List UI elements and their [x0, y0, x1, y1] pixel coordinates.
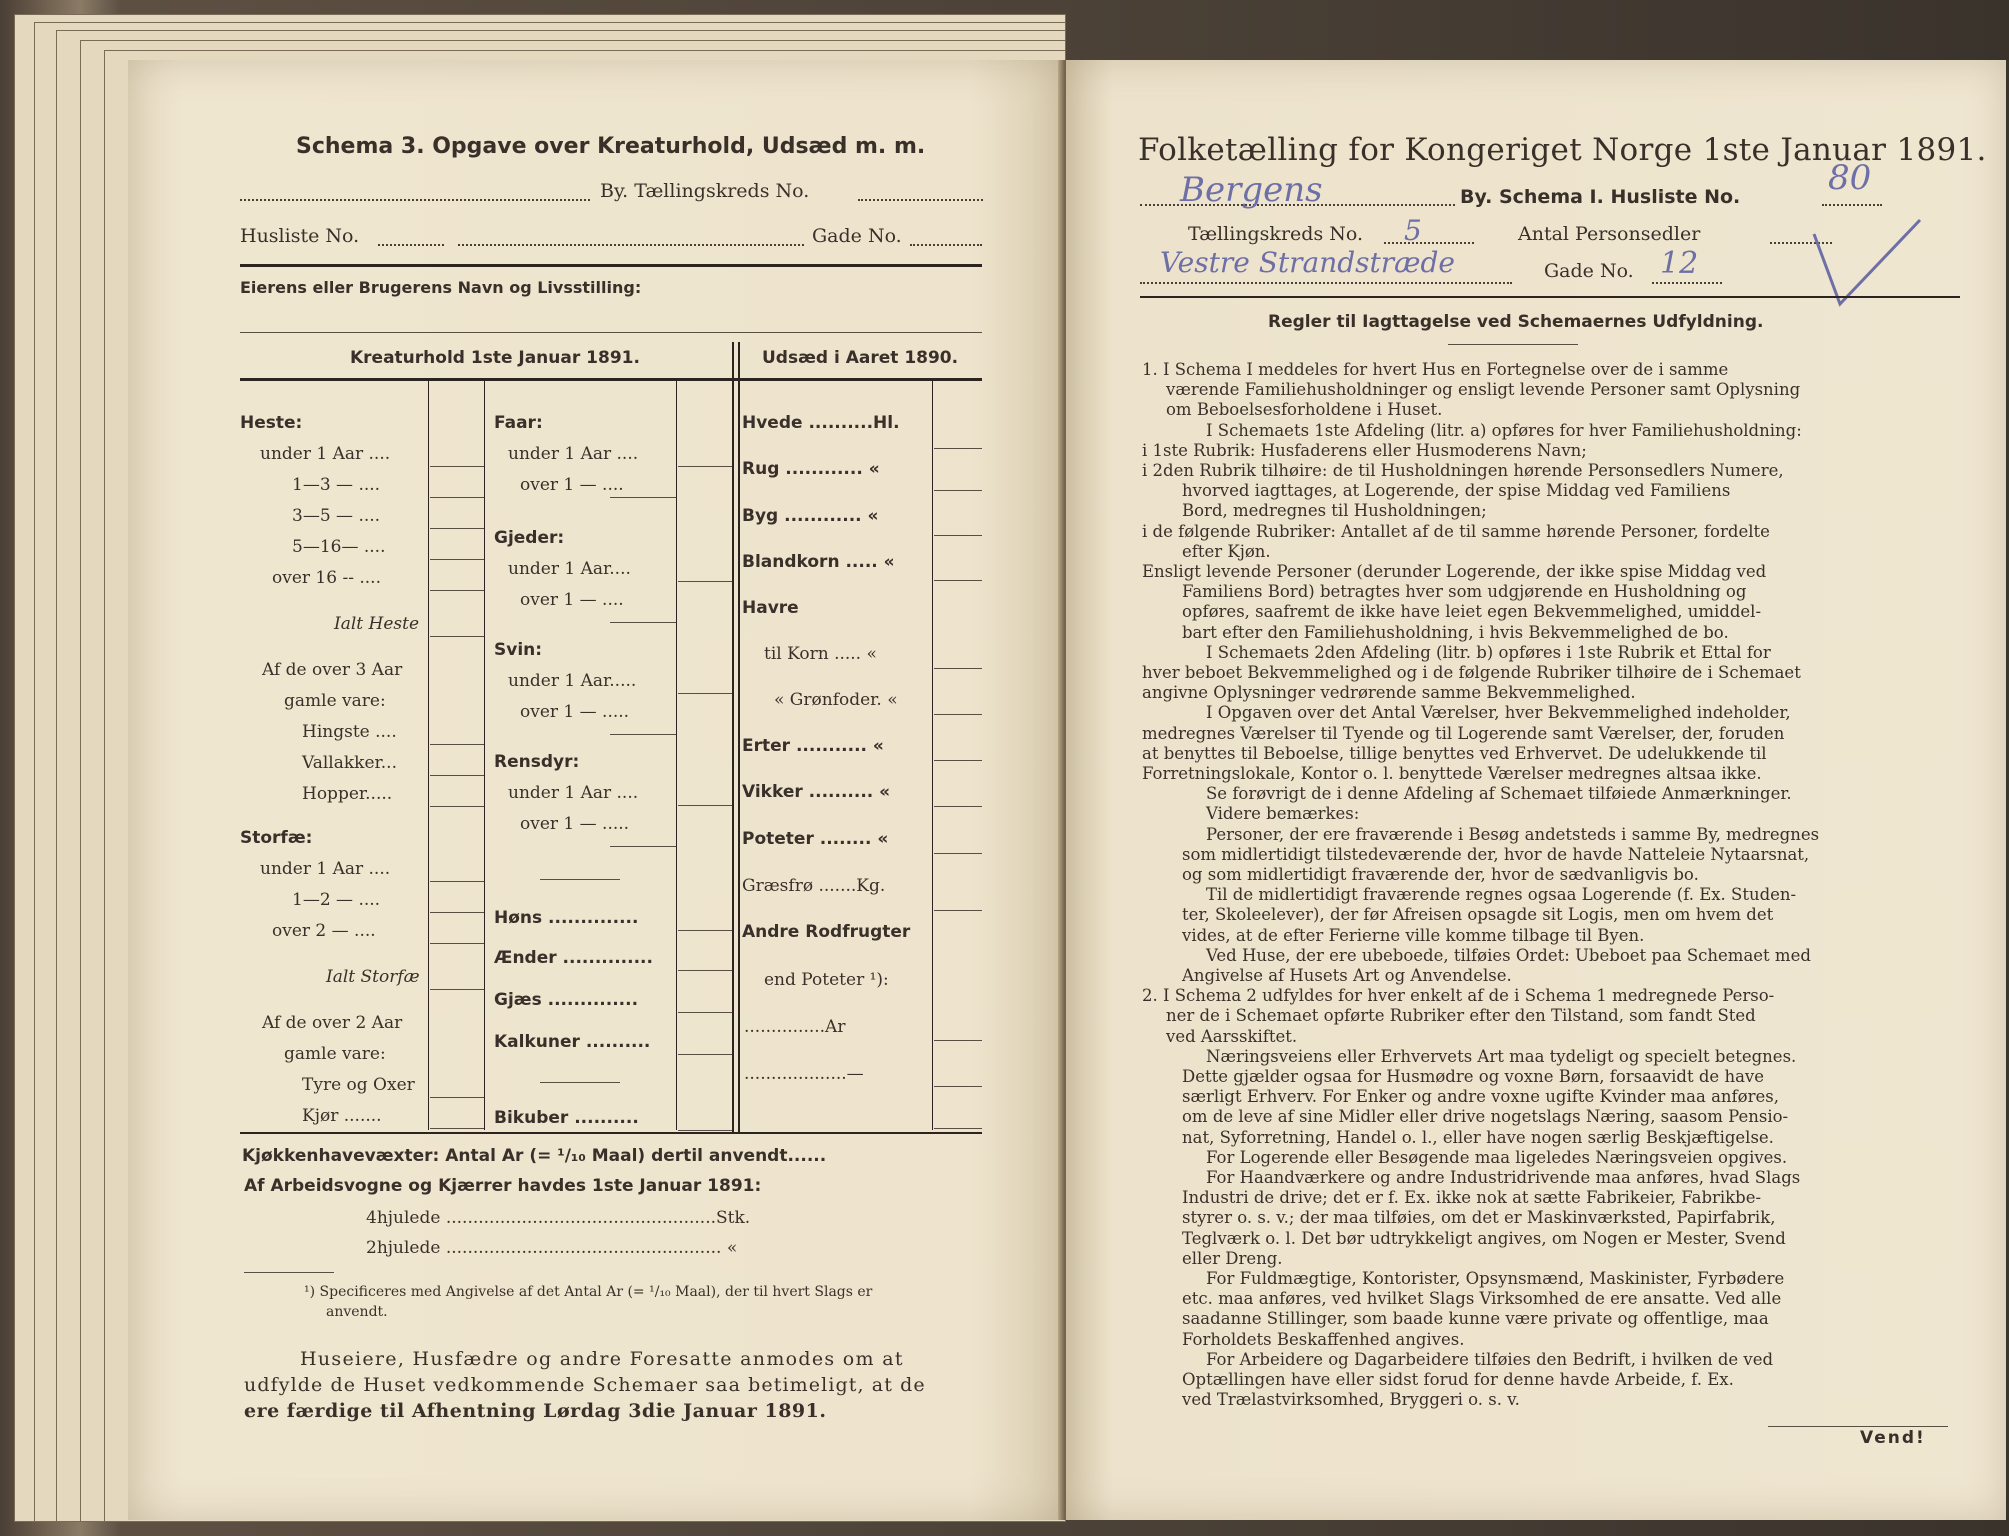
rules-line: Til de midlertidigt fraværende regnes ogsaa Logerende (f. Ex. Studen- [1206, 885, 1797, 905]
left-by-line: By. Tællingskreds No. [600, 180, 810, 202]
rules-line: For Logerende eller Besøgende maa ligeledes Næringsveien opgives. [1206, 1147, 1788, 1167]
answer-line [934, 490, 982, 491]
rules-line: Forretningslokale, Kontor o. l. benyttede Værelser medregnes altsaa ikke. [1142, 764, 1762, 783]
gade-label: Gade No. [1544, 260, 1634, 282]
row-label: gamle vare: [284, 1044, 386, 1064]
closing-text: udfylde de Huset vedkommende Schemaer saa betimeligt, at de [244, 1374, 926, 1396]
row-label: Tyre og Oxer [302, 1075, 415, 1095]
udsaed-row: Hvede ..........Hl. [742, 413, 900, 433]
row-label: over 1 — .... [520, 590, 624, 610]
answer-line [430, 744, 484, 745]
udsaed-row: Byg ............ « [742, 506, 879, 526]
answer-line [430, 528, 484, 529]
fill-line [240, 199, 590, 201]
row-label: under 1 Aar .... [260, 859, 391, 879]
column-divider [676, 380, 677, 1130]
rules-line: Næringsveiens eller Erhvervets Art maa tydeligt og specielt betegnes. [1206, 1046, 1797, 1066]
rules-line: som midlertidigt tilstedeværende der, hvor de havde Natteleie Nytaarsnat, [1182, 844, 1810, 864]
rules-line: Optællingen have eller sidst forud for denne havde Arbeide, f. Ex. [1182, 1370, 1734, 1389]
rules-line: ter, Skoleelever), der før Afreisen opsagde sit Logis, men om hvem det [1182, 905, 1774, 925]
answer-line [678, 1054, 732, 1055]
row-label: over 1 — ..... [520, 814, 630, 834]
answer-line [934, 448, 982, 449]
rules-line: i 2den Rubrik tilhøire: de til Husholdningen hørende Personsedlers Numere, [1142, 461, 1784, 480]
regler-title: Regler til Iagttagelse ved Schemaernes Udfyldning. [1268, 312, 1764, 332]
rules-line: styrer o. s. v.; der maa tilføies, om det er Maskinværksted, Papirfabrik, [1182, 1208, 1776, 1228]
arbeid-line: Af Arbeidsvogne og Kjærrer havdes 1ste Januar 1891: [244, 1176, 762, 1196]
answer-line [934, 853, 982, 854]
row-label: Bikuber .......... [494, 1108, 639, 1128]
row-label: under 1 Aar .... [508, 783, 639, 803]
fill-line [1140, 282, 1512, 284]
row-label: over 1 — ..... [520, 702, 630, 722]
rules-line: saadanne Stillinger, som baade kunne være private og offentlige, maa [1182, 1309, 1769, 1329]
rules-line: 1. I Schema I meddeles for hvert Hus en Fortegnelse over de i samme [1142, 360, 1729, 379]
answer-line [430, 943, 484, 944]
udsaed-row: ...............Ar [744, 1017, 846, 1037]
rules-line: Ensligt levende Personer (derunder Logerende, der ikke spise Middag ved [1142, 562, 1767, 581]
answer-line [430, 497, 484, 498]
answer-line [430, 806, 484, 807]
fill-line [378, 244, 444, 246]
row-label: Vallakker... [302, 753, 397, 773]
answer-line [430, 775, 484, 776]
fill-line [458, 244, 804, 246]
rules-line: medregnes Værelser til Tyende og til Logerende samt Værelser, der, foruden [1142, 723, 1785, 743]
answer-line [430, 912, 484, 913]
rule [240, 1132, 982, 1134]
right-by-line: By. Schema I. Husliste No. [1460, 186, 1741, 208]
udsaed-row: Græsfrø .......Kg. [742, 876, 886, 896]
rules-line: Personer, der ere fraværende i Besøg andetsteds i samme By, medregnes [1206, 824, 1820, 844]
rules-line: For Arbeidere og Dagarbeidere tilføies den Bedrift, i hvilken de ved [1206, 1349, 1774, 1369]
udsaed-row: Andre Rodfrugter [742, 922, 911, 942]
udsaed-row: « Grønfoder. « [774, 690, 898, 710]
answer-line [934, 580, 982, 581]
answer-line [934, 806, 982, 807]
left-husliste: Husliste No. [240, 225, 360, 247]
row-label: Kalkuner .......... [494, 1032, 651, 1052]
udsaed-row: Havre [742, 598, 799, 618]
answer-line [678, 970, 732, 971]
fill-line [1652, 282, 1722, 284]
udsaed-row: Poteter ........ « [742, 829, 889, 849]
rules-line: ved Trælastvirksomhed, Bryggeri o. s. v. [1182, 1390, 1520, 1410]
answer-line [610, 846, 676, 847]
handwritten-street: Vestre Strandstræde [1160, 246, 1455, 279]
answer-line [430, 1097, 484, 1098]
udsaed-row: Rug ............ « [742, 459, 880, 479]
row-label: Af de over 2 Aar [262, 1013, 403, 1033]
column-divider [732, 342, 734, 1132]
answer-line [430, 989, 484, 990]
rules-line: Forholdets Beskaffenhed angives. [1182, 1329, 1465, 1349]
footnote: ¹) Specificeres med Angivelse af det Antal Ar (= ¹/₁₀ Maal), der til hvert Slags er [304, 1284, 873, 1300]
rules-line: eller Dreng. [1182, 1248, 1283, 1268]
rules-line: nat, Syforretning, Handel o. l., eller have nogen særlig Beskjæftigelse. [1182, 1127, 1774, 1147]
rule [1448, 344, 1578, 345]
divider [540, 879, 620, 880]
answer-line [934, 535, 982, 536]
column-divider [428, 380, 429, 1130]
answer-line [610, 497, 676, 498]
kjokken-line: Kjøkkenhavevæxter: Antal Ar (= ¹/₁₀ Maal) dertil anvendt...... [242, 1146, 827, 1166]
answer-line [678, 581, 732, 582]
rules-line: bart efter den Familiehusholdning, i hvis Bekvemmelighed de bo. [1182, 622, 1729, 642]
left-title: Schema 3. Opgave over Kreaturhold, Udsæd m. m. [296, 134, 926, 159]
fill-line [910, 244, 982, 246]
rules-line: ner de i Schemaet opførte Rubriker efter den Tilstand, som fandt Sted [1166, 1006, 1756, 1026]
rules-line: Dette gjælder ogsaa for Husmødre og voxne Børn, forsaavidt de have [1182, 1067, 1764, 1086]
closing-text: Huseiere, Husfædre og andre Foresatte anmodes om at [300, 1348, 904, 1370]
udsaed-row: Vikker .......... « [742, 782, 891, 802]
antal-label: Antal Personsedler [1518, 223, 1701, 245]
row-label: 1—2 — .... [292, 890, 381, 910]
row-label: Af de over 3 Aar [262, 660, 403, 680]
row-total: Ialt Storfæ [326, 967, 420, 987]
rule [240, 264, 982, 267]
row-label: under 1 Aar .... [260, 444, 391, 464]
answer-line [934, 760, 982, 761]
rules-line: Familiens Bord) betragtes hver som udgjørende en Husholdning og [1182, 582, 1747, 602]
fill-line [858, 199, 983, 201]
answer-line [430, 466, 484, 467]
udsaed-row: ...................— [744, 1064, 864, 1084]
answer-line [934, 1040, 982, 1041]
rules-line: ved Aarsskiftet. [1166, 1026, 1298, 1046]
rules-line: I Schemaets 2den Afdeling (litr. b) opføres i 1ste Rubrik et Ettal for [1206, 642, 1771, 662]
answer-line [430, 636, 484, 637]
fill-line [1822, 204, 1882, 206]
answer-line [934, 1128, 982, 1129]
row-label: over 1 — .... [520, 475, 624, 495]
rules-line: efter Kjøn. [1182, 541, 1271, 561]
rules-line: Teglværk o. l. Det bør udtrykkeligt angives, om Nogen er Mester, Svend [1182, 1228, 1786, 1248]
col2-header: Udsæd i Aaret 1890. [762, 348, 959, 368]
answer-line [678, 693, 732, 694]
rules-line: Industri de drive; det er f. Ex. ikke nok at sætte Fabrikeier, Fabrikbe- [1182, 1188, 1762, 1208]
udsaed-row: end Poteter ¹): [764, 970, 889, 990]
rules-line: Se forøvrigt de i denne Afdeling af Schemaet tilføiede Anmærkninger. [1206, 784, 1792, 804]
divider [540, 1082, 620, 1083]
answer-line [430, 559, 484, 560]
rules-line: at benyttes til Beboelse, tillige benyttes ved Erhvervet. De udelukkende til [1142, 743, 1767, 763]
answer-line [610, 622, 676, 623]
row-label: 3—5 — .... [292, 506, 381, 526]
svin-heading: Svin: [494, 640, 543, 660]
answer-line [934, 910, 982, 911]
faar-heading: Faar: [494, 413, 543, 433]
rules-line: I Schemaets 1ste Afdeling (litr. a) opføres for hver Familiehusholdning: [1206, 420, 1802, 440]
right-title: Folketælling for Kongeriget Norge 1ste Januar 1891. [1138, 132, 1987, 168]
answer-line [934, 668, 982, 669]
closing-text: ere færdige til Afhentning Lørdag 3die Januar 1891. [244, 1400, 827, 1422]
heste-heading: Heste: [240, 413, 303, 433]
rules-line: vides, at de efter Ferierne ville komme tilbage til Byen. [1182, 925, 1645, 945]
rules-line: opføres, saafremt de ikke have leiet egen Bekvemmelighed, umiddel- [1182, 602, 1762, 622]
rules-line: Ved Huse, der ere ubeboede, tilføies Ordet: Ubeboet paa Schemaet med [1206, 945, 1811, 965]
kreds-label: Tællingskreds No. [1188, 223, 1363, 245]
row-label: Hopper..... [302, 784, 393, 804]
rules-line: værende Familiehusholdninger og ensligt levende Personer samt Oplysning [1166, 380, 1801, 400]
rules-line: For Fuldmægtige, Kontorister, Opsynsmænd, Maskinister, Fyrbødere [1206, 1269, 1785, 1288]
column-divider [738, 342, 740, 1132]
rules-line: særligt Erhverv. For Enker og andre voxne ugifte Kvinder maa anføres, [1182, 1087, 1779, 1107]
row-label: over 16 -- .... [272, 568, 381, 588]
answer-line [678, 1130, 732, 1131]
row-label: over 2 — .... [272, 921, 376, 941]
eier-label: Eierens eller Brugerens Navn og Livsstilling: [240, 278, 642, 297]
rules-line: angivne Oplysninger vedrørende samme Bekvemmelighed. [1142, 683, 1636, 703]
row-label: Hingste .... [302, 722, 397, 742]
rule [1768, 1426, 1948, 1427]
row-label: under 1 Aar..... [508, 671, 637, 691]
gjeder-heading: Gjeder: [494, 528, 565, 548]
column-divider [932, 380, 933, 1130]
rules-line: i de følgende Rubriker: Antallet af de til samme hørende Personer, fordelte [1142, 521, 1770, 541]
rules-line: Bord, medregnes til Husholdningen; [1182, 501, 1487, 521]
row-label: 1—3 — .... [292, 475, 381, 495]
udsaed-row: Blandkorn ..... « [742, 552, 895, 572]
rules-line: Angivelse af Husets Art og Anvendelse. [1182, 966, 1512, 985]
footnote: anvendt. [326, 1304, 388, 1320]
rules-line: For Haandværkere og andre Industridrivende maa anføres, hvad Slags [1206, 1168, 1801, 1187]
udsaed-row: til Korn ..... « [764, 644, 877, 664]
answer-line [678, 805, 732, 806]
rule [1140, 296, 1960, 298]
rules-line: Videre bemærkes: [1206, 804, 1360, 824]
handwritten-husliste: 80 [1828, 158, 1872, 198]
rule [240, 332, 982, 333]
hjul2-line: 2hjulede ................................................... « [366, 1238, 738, 1258]
storfae-heading: Storfæ: [240, 828, 313, 848]
udsaed-row: Erter ........... « [742, 736, 884, 756]
handwritten-city: Bergens [1180, 170, 1323, 210]
row-label: Kjør ....... [302, 1106, 382, 1126]
answer-line [430, 881, 484, 882]
handwritten-gade: 12 [1660, 246, 1699, 281]
answer-line [934, 714, 982, 715]
rules-line: hver beboet Bekvemmelighed og i de følgende Rubriker tilhøire de i Schemaet [1142, 663, 1801, 682]
rensdyr-heading: Rensdyr: [494, 752, 580, 772]
rules-line: om de leve af sine Midler eller drive nogetslags Næring, saasom Pensio- [1182, 1107, 1789, 1127]
rules-line: etc. maa anføres, ved hvilket Slags Virksomhed de ere ansatte. Ved alle [1182, 1289, 1782, 1309]
hjul4-line: 4hjulede ..................................................Stk. [366, 1208, 751, 1228]
row-label: under 1 Aar .... [508, 444, 639, 464]
row-label: Ænder .............. [494, 948, 653, 968]
answer-line [678, 930, 732, 931]
row-label: Høns .............. [494, 908, 639, 928]
answer-line [678, 466, 732, 467]
rules-line: I Opgaven over det Antal Værelser, hver Bekvemmelighed indeholder, [1206, 703, 1791, 723]
fill-line [1384, 242, 1474, 244]
rules-line: 2. I Schema 2 udfyldes for hver enkelt af de i Schema 1 medregnede Perso- [1142, 986, 1775, 1006]
row-label: 5—16— .... [292, 537, 386, 557]
rule [240, 378, 982, 381]
rules-line: om Beboelsesforholdene i Huset. [1166, 400, 1443, 420]
handwritten-kreds: 5 [1404, 214, 1422, 247]
answer-line [430, 590, 484, 591]
row-label: gamle vare: [284, 691, 386, 711]
col1-header: Kreaturhold 1ste Januar 1891. [350, 348, 640, 368]
footnote-rule [244, 1272, 334, 1273]
row-label: under 1 Aar.... [508, 559, 631, 579]
vend-label: Vend! [1860, 1428, 1926, 1448]
column-divider [484, 380, 485, 1130]
answer-line [934, 1086, 982, 1087]
row-total: Ialt Heste [334, 614, 420, 634]
answer-line [678, 1012, 732, 1013]
rules-line: og som midlertidigt fraværende der, hvor de sædvanligvis bo. [1182, 865, 1699, 884]
answer-line [610, 734, 676, 735]
rules-line: hvorved iagttages, at Logerende, der spise Middag ved Familiens [1182, 481, 1731, 501]
answer-line [430, 1128, 484, 1129]
rules-line: i 1ste Rubrik: Husfaderens eller Husmoderens Navn; [1142, 440, 1587, 460]
left-gade: Gade No. [812, 225, 902, 247]
row-label: Gjæs .............. [494, 990, 639, 1010]
